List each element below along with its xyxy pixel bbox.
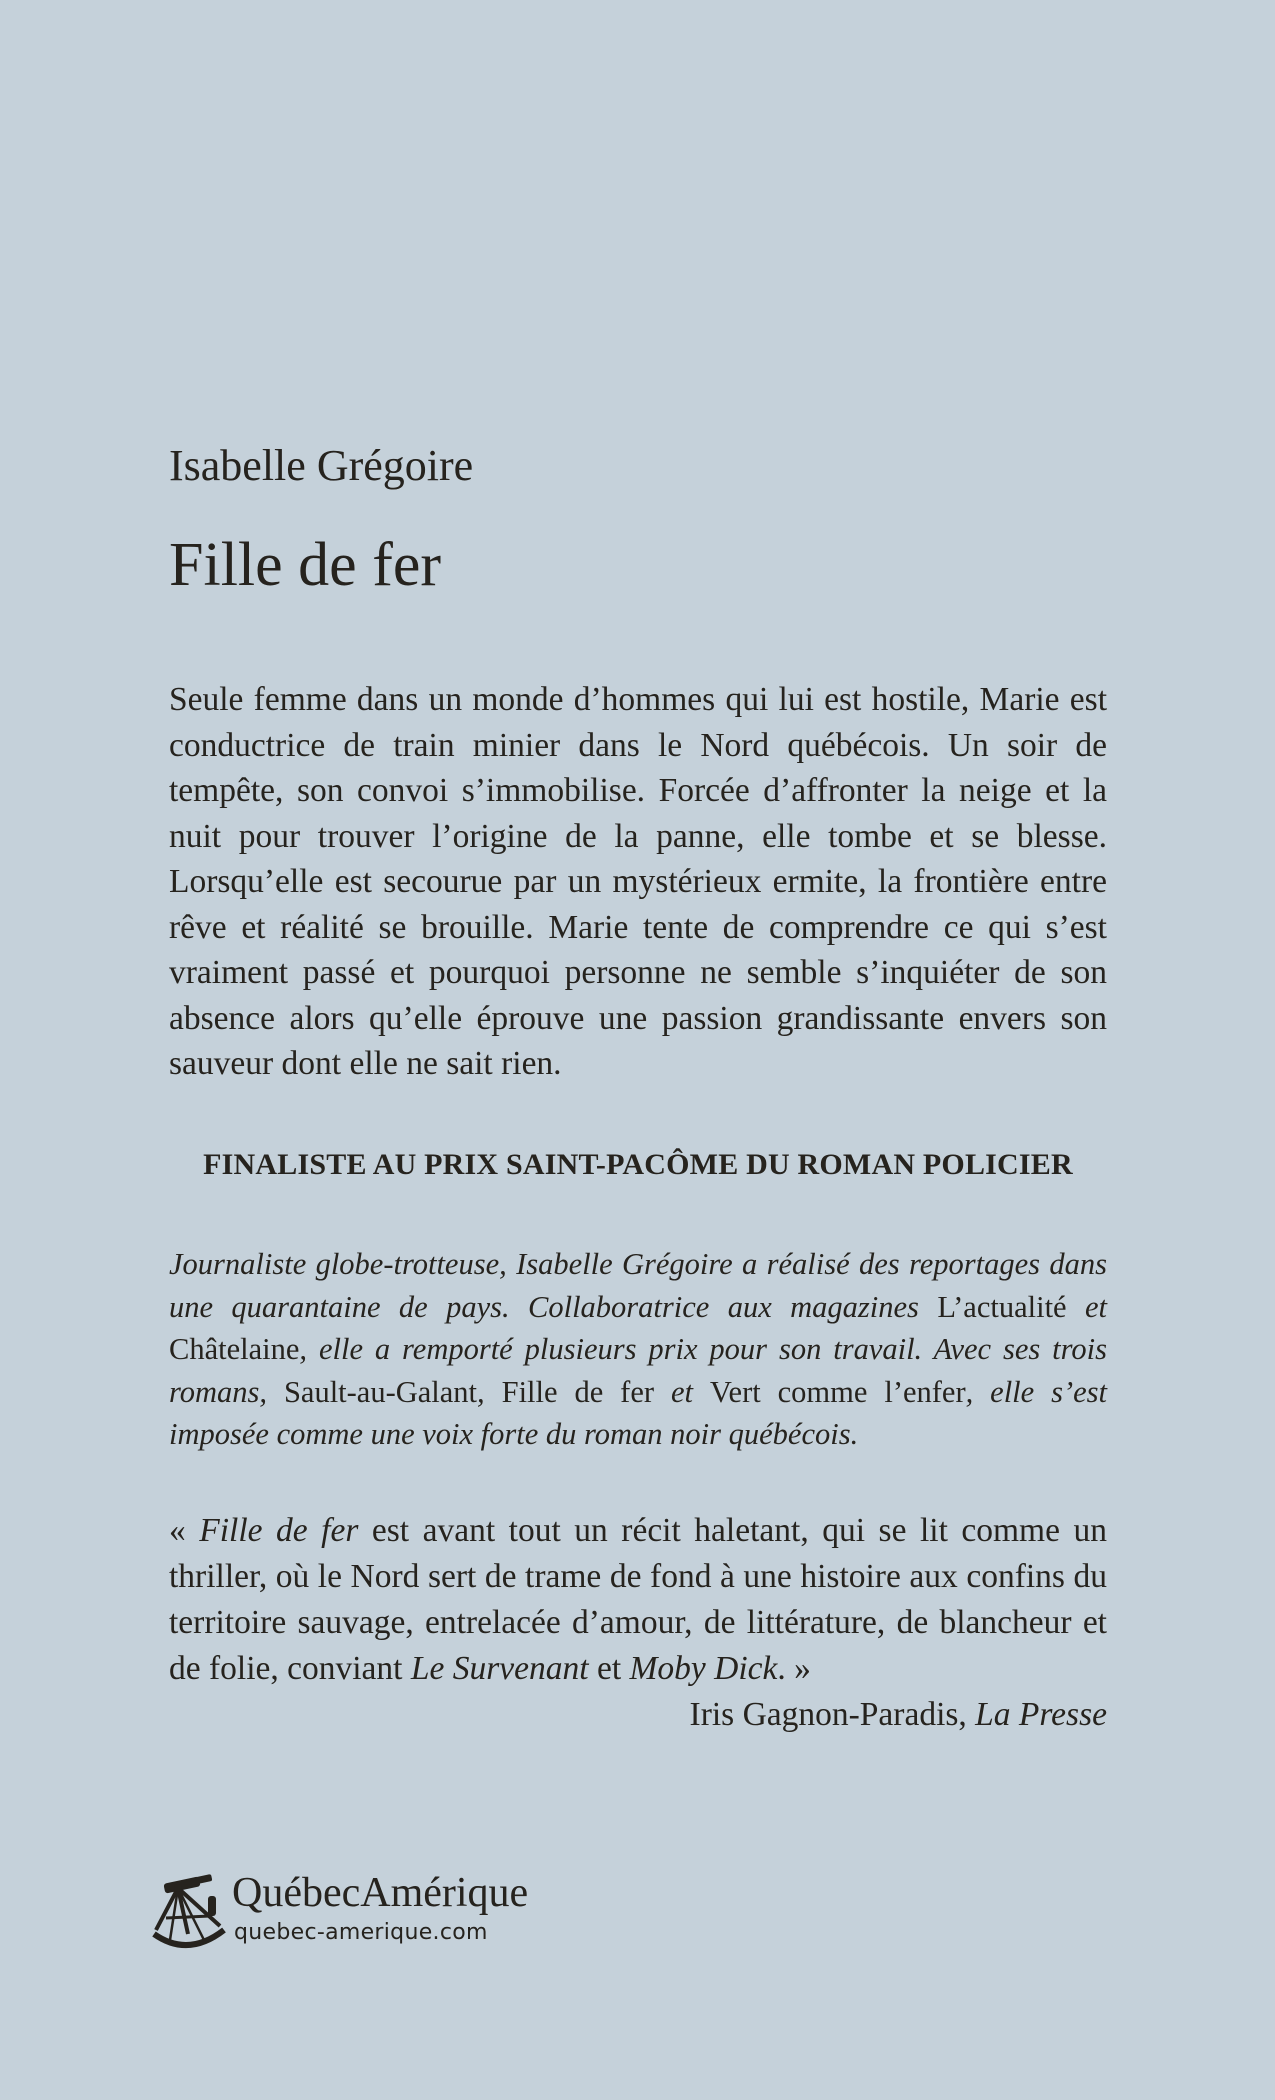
author-bio: Journaliste globe-trotteuse, Isabelle Grégoire a réalisé des reportages dans une quarantaine de pays. Collaboratrice aux magazines L’actualité et Châtelaine, elle a remporté plusieurs prix pour son travail. Avec ses trois romans, Sault-au-Galant, Fille de fer et Vert comme l’enfer, elle s’est imposée comme une voix forte du roman noir québécois. <box>169 1247 1108 1451</box>
publisher-url: quebec-amerique.com <box>234 1920 488 1945</box>
back-cover-blurb: Seule femme dans un monde d’hommes qui lui est hostile, Marie est conductrice de train minier dans le Nord québécois. Un soir de tempête, son convoi s’immobilise. Forcée d’affronter la neige et la nuit pour trouver l’origine de la panne, elle tombe et se blesse. Lorsqu’elle est secourue par un mystérieux ermite, la frontière entre rêve et réalité se brouille. Marie tente de comprendre ce qui s’est vraiment passé et pourquoi personne ne semble s’inquiéter de son absence alors qu’elle éprouve une passion grandissante envers son sauveur dont elle ne sait rien. <box>169 681 1107 1082</box>
sextant-icon <box>148 1872 230 1954</box>
publisher-name: QuébecAmérique <box>232 1870 529 1916</box>
prize-mention: FINALISTE AU PRIX SAINT-PACÔME DU ROMAN POLICIER <box>203 1148 1073 1181</box>
book-title: Fille de fer <box>169 531 442 599</box>
author-name: Isabelle Grégoire <box>169 441 474 490</box>
press-quote: « Fille de fer est avant tout un récit haletant, qui se lit comme un thriller, où le Nord sert de trame de fond à une histoire aux confins du territoire sauvage, entrelacée d’amour, de littérature, de blancheur et de folie, conviant Le Survenant et Moby Dick. » <box>169 1512 1107 1687</box>
publisher-logo <box>148 1872 528 1952</box>
quote-attribution: Iris Gagnon-Paradis, La Presse <box>689 1696 1107 1733</box>
